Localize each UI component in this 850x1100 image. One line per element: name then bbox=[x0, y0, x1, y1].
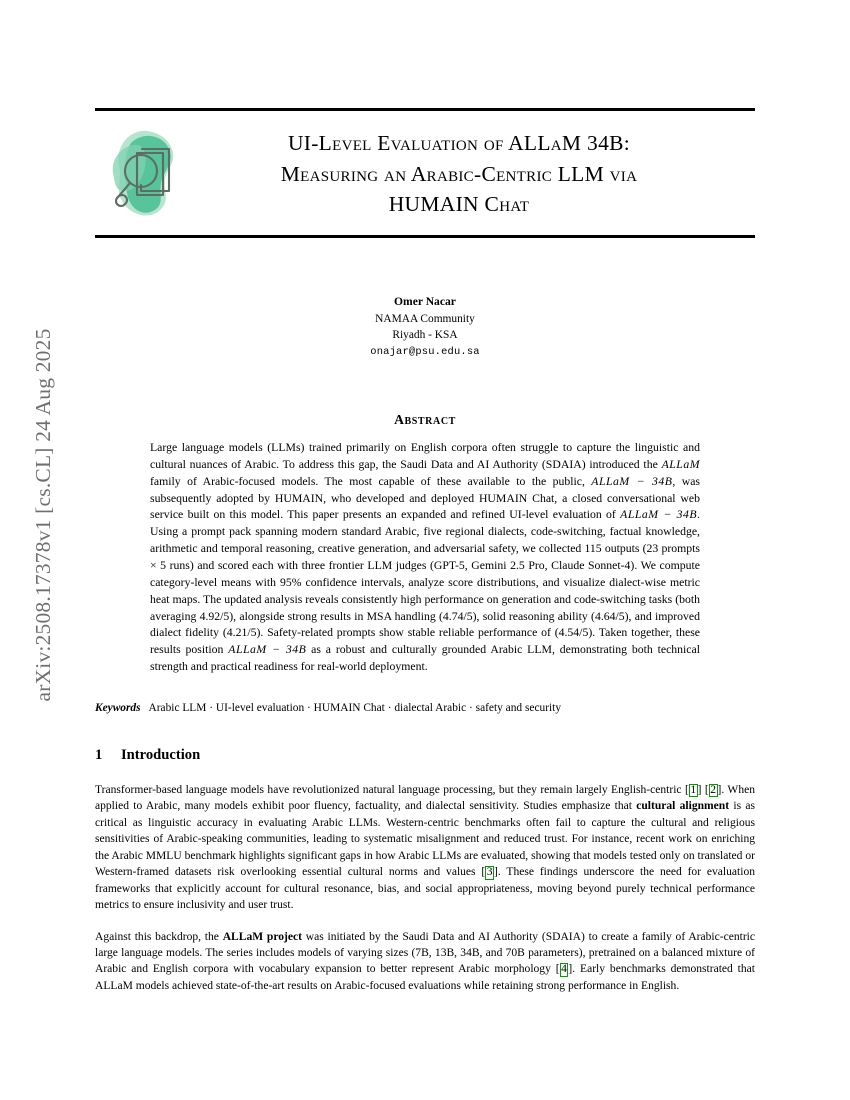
arxiv-identifier-text: arXiv:2508.17378v1 [cs.CL] 24 Aug 2025 bbox=[30, 328, 55, 702]
author-name: Omer Nacar bbox=[394, 295, 456, 308]
citation-bracket: [ bbox=[481, 866, 486, 879]
section-title: Introduction bbox=[121, 746, 201, 763]
magnifier-document-logo bbox=[101, 125, 195, 221]
keyword-separator: · bbox=[384, 701, 395, 714]
paragraph-text: . These findings underscore the need for evaluation frameworks that explicitly account for cultural resonance, bias, and social appropriateness, moving beyond purely technical performance metrics to ensure inclusivity and user trust. bbox=[95, 866, 755, 912]
abstract-math-2: ALLaM − 34B bbox=[591, 474, 673, 488]
citation-bracket: [ bbox=[555, 963, 560, 976]
author-affiliation: NAMAA Community bbox=[375, 312, 475, 325]
title-rule-bottom bbox=[95, 235, 755, 238]
abstract-body bbox=[150, 440, 700, 676]
citation-bracket: ] bbox=[494, 866, 498, 879]
keyword-item: HUMAIN Chat bbox=[313, 701, 385, 714]
abstract-text-4: . Using a prompt pack spanning modern standard Arabic, five regional dialects, code-switching, factual knowledge, arithmetic and temporal reasoning, creative generation, and adversarial safety, we collected 115 outputs (23 prompts × 5 runs) and scored each with three frontier LLM judges (GPT-5, Gemini 2.5 Pro, Claude Sonnet-4). We compute category-level means with 95% confidence intervals, analyze score distributions, and visualize dialect-wise metric heat maps. The updated analysis reveals consistently high performance on generation and code-switching tasks (both averaging 4.92/5), alongside strong results in MSA handling (4.74/5), solid reasoning ability (4.64/5), and improved dialect fidelity (4.21/5). Safety-related prompts show stable reliable performance of (4.54/5). Taken together, these results position bbox=[150, 508, 700, 657]
abstract-math-3: ALLaM − 34B bbox=[620, 508, 698, 522]
keywords-line bbox=[95, 701, 755, 717]
paragraph-text: Against this backdrop, the bbox=[95, 930, 223, 943]
paper-page bbox=[95, 0, 755, 1100]
citation-link[interactable]: 4 bbox=[561, 963, 567, 976]
keywords-label: Keywords bbox=[95, 701, 141, 714]
citation-bracket: [ bbox=[684, 783, 689, 796]
title-band bbox=[95, 111, 755, 235]
paragraph-text: is as critical as linguistic accuracy in evaluating Arabic LLMs. Western-centric benchmarks often fail to capture the cultural and religious sensitivities of Arabic-speaking communities, leading to systematic misalignment and reduced trust. For instance, recent work on enriching the Arabic MMLU benchmark highlights significant gaps in how Arabic LLMs are evaluated, showing that models tested only on translated or Western-framed datasets risk overlooking essential cultural norms and values bbox=[95, 800, 755, 879]
abstract-text-1: Large language models (LLMs) trained primarily on English corpora often struggle to capture the linguistic and cultural nuances of Arabic. To address this gap, the Saudi Data and AI Authority (SDAIA) introduced the bbox=[150, 440, 700, 471]
title-line-3: HUMAIN Chat bbox=[388, 192, 530, 217]
keyword-item: safety and security bbox=[475, 701, 562, 714]
title-line-1: UI-Level Evaluation of ALLaM 34B: bbox=[287, 131, 631, 156]
abstract-math-1: ALLaM bbox=[661, 457, 700, 471]
keywords-values bbox=[143, 702, 561, 714]
emphasis-text: ALLaM project bbox=[222, 930, 302, 943]
citation-link[interactable]: 3 bbox=[486, 866, 493, 879]
abstract-text-5: as a robust and culturally grounded Arabic LLM, demonstrating both technical strength and practical readiness for real-world deployment. bbox=[150, 643, 700, 674]
body-paragraph bbox=[95, 929, 755, 995]
citation-bracket: [ bbox=[704, 783, 709, 796]
citation-link[interactable]: 2 bbox=[710, 783, 716, 796]
abstract-math-4: ALLaM − 34B bbox=[228, 643, 307, 657]
paragraph-text: Transformer-based language models have revolutionized natural language processing, but they remain largely English-centric bbox=[95, 783, 685, 796]
author-block bbox=[95, 294, 755, 360]
abstract-text-2: family of Arabic-focused models. The most capable of these available to the public, bbox=[150, 474, 592, 488]
paragraph-text: . When applied to Arabic, many models exhibit poor fluency, factuality, and dialectal sensitivity. Studies emphasize that bbox=[95, 783, 756, 813]
citation-bracket: ] bbox=[568, 963, 573, 976]
citation-bracket: ] bbox=[717, 783, 722, 796]
keyword-item: dialectal Arabic bbox=[394, 701, 467, 714]
keyword-separator: · bbox=[466, 701, 476, 714]
author-email[interactable]: onajar@psu.edu.sa bbox=[370, 345, 480, 358]
citation-link[interactable]: 1 bbox=[690, 783, 697, 796]
title-line-2: Measuring an Arabic-Centric LLM via bbox=[280, 161, 638, 186]
keyword-separator: · bbox=[206, 701, 216, 714]
abstract-text-3: , was subsequently adopted by HUMAIN, who developed and deployed HUMAIN Chat, a closed conversational web service built on this model. This paper presents an expanded and refined UI-level evaluation of bbox=[150, 474, 700, 522]
keyword-separator: · bbox=[304, 701, 314, 714]
arxiv-identifier-stamp bbox=[0, 0, 86, 1100]
emphasis-text: cultural alignment bbox=[636, 800, 730, 813]
section-heading-introduction bbox=[95, 747, 755, 764]
section-body bbox=[95, 782, 755, 994]
paragraph-text: . Early benchmarks demonstrated that ALLaM models achieved state-of-the-art results on Arabic-focused evaluations while retaining strong performance in English. bbox=[95, 963, 756, 992]
body-paragraph bbox=[95, 782, 755, 914]
citation-bracket: ] bbox=[697, 783, 702, 796]
paragraph-text: was initiated by the Saudi Data and AI Authority (SDAIA) to create a family of Arabic-centric large language models. The series includes models of varying sizes (7B, 13B, 34B, and 70B parameters), pretrained on a balanced mixture of Arabic and English corpora with vocabulary expansion to better represent Arabic morphology bbox=[95, 930, 755, 976]
keyword-item: UI-level evaluation bbox=[215, 701, 305, 714]
section-number: 1 bbox=[95, 746, 103, 763]
author-location: Riyadh - KSA bbox=[392, 329, 458, 342]
keyword-item: Arabic LLM bbox=[148, 701, 207, 714]
abstract-heading: Abstract bbox=[394, 411, 456, 427]
